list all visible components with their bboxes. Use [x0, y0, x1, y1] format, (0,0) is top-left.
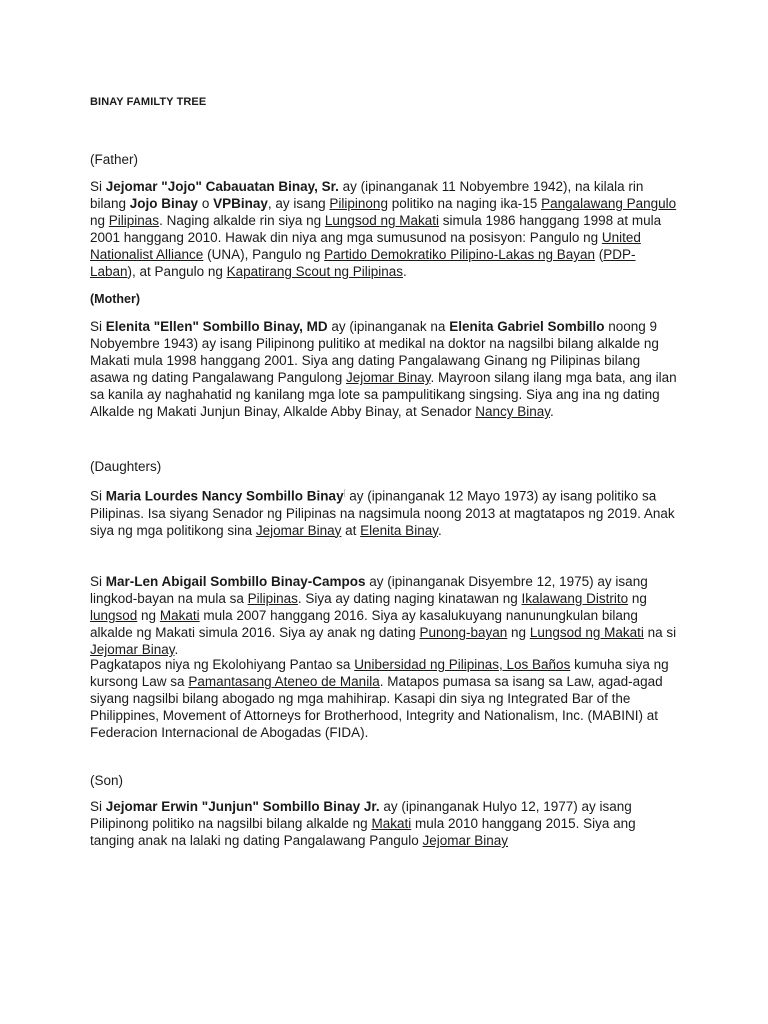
citation-mark: [ — [343, 490, 346, 497]
link-pilipinong[interactable]: Pilipinong — [329, 196, 388, 211]
link-makati[interactable]: Makati — [371, 816, 412, 831]
mother-paragraph: Si Elenita "Ellen" Sombillo Binay, MD ay (ipinanganak na Elenita Gabriel Sombillo noong 9 Nobyembre 1943) ay isang Pilipinong pulitiko at medikal na doktor na nagsilbi bilang alkalde ng Makati mula 1998 hanggang 2001. Siya ang dating Pangalawang Ginang ng Pilipinas bilang asawa ng dating Pangalawang Pangulong Jejomar Binay. Mayroon silang ilang mga bata, ang ilan sa kanila ay naghahatid ng kanilang mga lote sa pampulitikang singsing. Siya ang ina ng dating Alkalde ng Makati Junjun Binay, Alkalde Abby Binay, at Senador Nancy Binay. — [90, 319, 677, 419]
link-nancy-binay[interactable]: Nancy Binay — [475, 404, 551, 419]
link-lungsod-ng-makati[interactable]: Lungsod ng Makati — [324, 213, 439, 228]
daughter-2-paragraph: Si Mar-Len Abigail Sombillo Binay-Campos ay (ipinanganak Disyembre 12, 1975) ay isang lingkod-bayan na mula sa Pilipinas. Siya ay dating naging kinatawan ng Ikalawang Distrito ng lungsod ng Makati mula 2007 hanggang 2016. Siya ay kasalukuyang nanunungkulan bilang alkalde ng Makati simula 2016. Siya ay anak ng dating Punong-bayan ng Lungsod ng Makati na si Jejomar Binay. — [90, 574, 677, 657]
link-elenita-binay[interactable]: Elenita Binay — [360, 522, 438, 538]
daughter-1-paragraph: Si Maria Lourdes Nancy Sombillo Binay[ ay (ipinanganak 12 Mayo 1973) ay isang politiko sa Pilipinas. Isa siyang Senador ng Pilipinas na nagsimula noong 2013 at magtatapos ng 2019. Anak siya ng mga politikong sina Jejomar Binay at Elenita Binay. — [90, 488, 675, 538]
link-jejomar-binay[interactable]: Jejomar Binay — [345, 370, 431, 385]
link-jejomar-binay[interactable]: Jejomar Binay — [422, 833, 509, 848]
link-lungsod[interactable]: lungsod — [90, 608, 138, 623]
son-heading: (Son) — [90, 773, 124, 788]
father-paragraph: Si Jejomar "Jojo" Cabauatan Binay, Sr. ay (ipinanganak 11 Nobyembre 1942), na kilala rin bilang Jojo Binay o VPBinay, ay isang Pilipinong politiko na naging ika-15 Pangalawang Pangulo ng Pilipinas. Naging alkalde rin siya ng Lungsod ng Makati simula 1986 hanggang 1998 at mula 2001 hanggang 2010. Hawak din niya ang mga sumusunod na posisyon: Pangulo ng United Nationalist Alliance (UNA), Pangulo ng Partido Demokratiko Pilipino-Lakas ng Bayan (PDP-Laban), at Pangulo ng Kapatirang Scout ng Pilipinas. — [90, 179, 677, 279]
link-lungsod-ng-makati[interactable]: Lungsod ng Makati — [529, 625, 644, 640]
link-ikalawang-distrito[interactable]: Ikalawang Distrito — [521, 591, 629, 606]
link-pilipinas[interactable]: Pilipinas — [247, 591, 298, 606]
link-jejomar-binay[interactable]: Jejomar Binay — [255, 522, 342, 538]
father-name: Jejomar "Jojo" Cabauatan Binay, Sr. — [105, 179, 339, 194]
link-makati[interactable]: Makati — [159, 608, 200, 623]
link-pangalawang-pangulo[interactable]: Pangalawang Pangulo — [541, 196, 677, 211]
link-jejomar-binay[interactable]: Jejomar Binay — [90, 642, 175, 657]
link-up-los-banos[interactable]: Unibersidad ng Pilipinas, Los Baños — [354, 657, 571, 672]
son-paragraph: Si Jejomar Erwin "Junjun" Sombillo Binay Jr. ay (ipinanganak Hulyo 12, 1977) ay isang Pilipinong politiko na nagsilbi bilang alkalde ng Makati mula 2010 hanggang 2015. Siya ang tanging anak na lalaki ng dating Pangalawang Pangulo Jejomar Binay — [90, 799, 636, 848]
daughter-1-name: Maria Lourdes Nancy Sombillo Binay — [105, 488, 344, 504]
link-pdp-lakas-ng-bayan[interactable]: Partido Demokratiko Pilipino-Lakas ng Bayan — [324, 247, 596, 262]
daughter-2-education-paragraph: Pagkatapos niya ng Ekolohiyang Pantao sa Unibersidad ng Pilipinas, Los Baños kumuha siya ng kursong Law sa Pamantasang Ateneo de Manila. Matapos pumasa sa isang sa Law, agad-agad siyang nagsilbi bilang abogado ng mga mahihirap. Kasapi din siya ng Integrated Bar of the Philippines, Movement of Attorneys for Brotherhood, Integrity and Nationalism, Inc. (MABINI) at Federacion Internacional de Abogadas (FIDA). — [90, 657, 669, 740]
father-alias-2: VPBinay — [213, 196, 268, 211]
son-name: Jejomar Erwin "Junjun" Sombillo Binay Jr. — [105, 799, 380, 814]
father-alias-1: Jojo Binay — [129, 196, 199, 211]
mother-heading: (Mother) — [90, 292, 140, 306]
link-ateneo-de-manila[interactable]: Pamantasang Ateneo de Manila — [188, 674, 380, 689]
link-punong-bayan[interactable]: Punong-bayan — [419, 625, 508, 640]
daughters-heading: (Daughters) — [90, 459, 162, 474]
link-pdp-laban[interactable]: PDP-Laban — [90, 247, 636, 279]
daughter-2-name: Mar-Len Abigail Sombillo Binay-Campos — [105, 574, 366, 589]
link-pilipinas[interactable]: Pilipinas — [108, 213, 160, 228]
father-heading: (Father) — [90, 152, 139, 167]
link-kapatirang-scout[interactable]: Kapatirang Scout ng Pilipinas — [226, 264, 403, 279]
link-united-nationalist-alliance[interactable]: United Nationalist Alliance — [90, 230, 641, 262]
document-title: BINAY FAMILTY TREE — [90, 96, 207, 108]
mother-birth-name: Elenita Gabriel Sombillo — [449, 319, 605, 334]
mother-name: Elenita "Ellen" Sombillo Binay, MD — [105, 319, 328, 334]
